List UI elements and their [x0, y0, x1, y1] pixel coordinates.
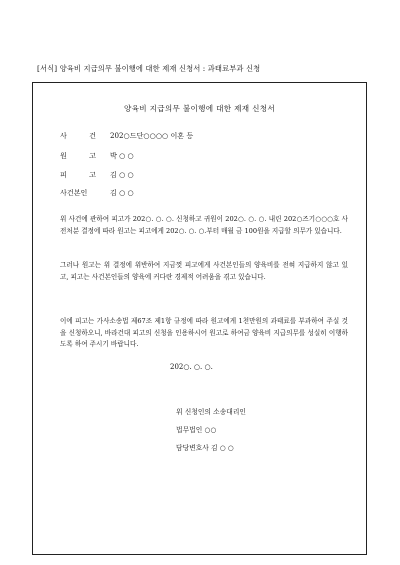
filing-date: 202○. ○. ○. — [170, 363, 213, 371]
party-value: 박 ○ ○ — [110, 151, 134, 160]
party-row-case-principal — [60, 188, 134, 198]
party-value: 202○드단○○○○ 이혼 등 — [110, 131, 194, 140]
document-title: 양육비 지급의무 불이행에 대한 제재 신청서 — [123, 104, 275, 113]
party-label: 사 건 — [60, 131, 106, 140]
party-label: 피 고 — [60, 170, 106, 179]
party-label: 원 고 — [60, 151, 106, 160]
form-heading: [서식] 양육비 지급의무 불이행에 대한 제재 신청서 : 과태료부과 신청 — [37, 64, 261, 73]
application-form — [32, 82, 367, 555]
party-row-plaintiff — [60, 151, 134, 161]
party-row-defendant — [60, 170, 134, 180]
signature-attorney: 담당변호사 김 ○ ○ — [176, 444, 234, 452]
paragraph-request: 이에 피고는 가사소송법 제67조 제1항 규정에 따라 원고에게 1천만원의 과태료를 부과하여 주실 것을 신청하오니, 바라건대 피고의 신청을 인용하시어 원고로 하여금 양육비 지급의무를 성실히 이행하도록 하여 주시기 바랍니다. — [60, 317, 348, 349]
paragraph-obligation: 위 사건에 관하여 피고가 202○. ○. ○. 신청하고 귀원이 202○. ○. ○. 내린 202○즈기○○○호 사전처분 결정에 따라 원고는 피고에게 202○. ○. ○.부터 매월 금 100원을 지급할 의무가 있습니다. — [60, 215, 348, 235]
party-value: 김 ○ ○ — [110, 170, 134, 179]
party-row-case — [60, 131, 193, 141]
paragraph-violation: 그러나 원고는 위 결정에 위반하여 지금껏 피고에게 사건본인들의 양육비를 전혀 지급하지 않고 있고, 피고는 사건본인들의 양육에 커다란 경제적 어려움을 겪고 있습니다. — [60, 261, 348, 281]
party-label: 사건본인 — [60, 188, 88, 197]
signature-representative: 위 신청인의 소송대리인 — [176, 408, 246, 416]
party-value: 김 ○ ○ — [110, 188, 134, 197]
signature-law-firm: 법무법인 ○○ — [176, 426, 217, 434]
